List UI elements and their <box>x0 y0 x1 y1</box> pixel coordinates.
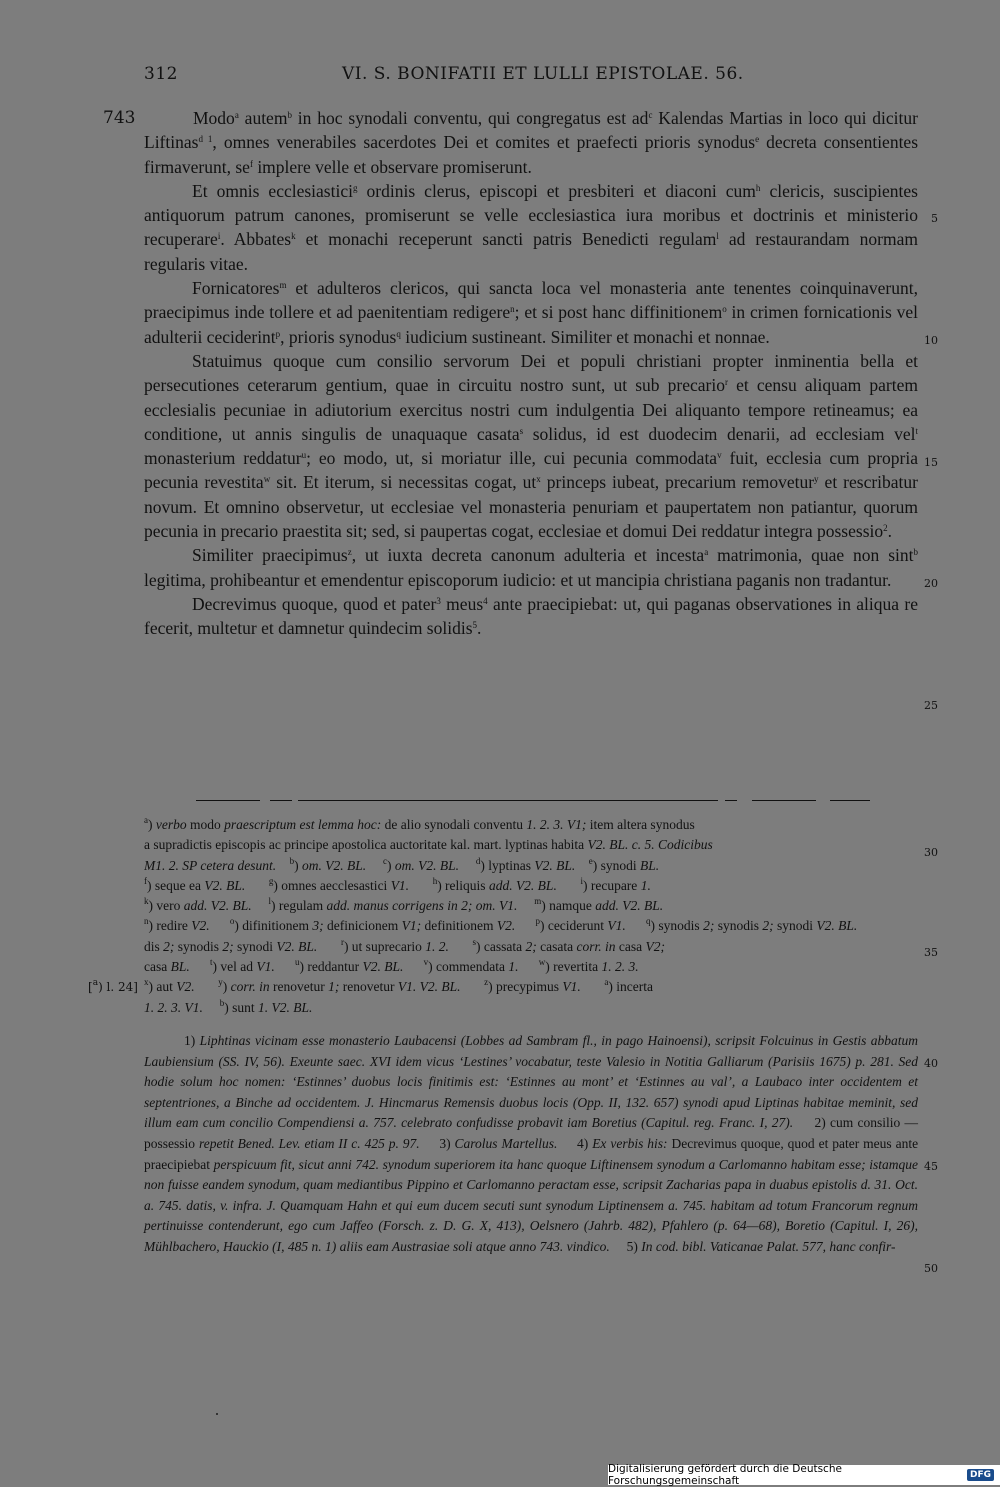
line-number: 10 <box>924 334 938 347</box>
line-number: 20 <box>924 577 938 590</box>
main-text <box>144 106 918 641</box>
line-number: 5 <box>931 212 938 225</box>
apparatus-line: $^f$) seque ea V2. BL. $^g$) omnes aecclesastici V1. $^h$) reliquis add. V2. BL. $^i$) recupare 1. <box>144 875 651 893</box>
apparatus-line: M1. 2. SP cetera desunt. $^b$) om. V2. BL. $^c$) om. V2. BL. $^d$) lyptinas V2. BL. $^e$) synodi BL. <box>144 855 660 873</box>
critical-apparatus <box>144 815 918 1018</box>
line-number: 45 <box>924 1160 938 1173</box>
footer-text: Digitalisierung gefördert durch die Deutsche Forschungsgemeinschaft <box>608 1463 842 1487</box>
apparatus-line: dis 2; synodis 2; synodi V2. BL. $^r$) ut suprecario 1. 2. $^s$) cassata 2; casata corr. in casa V2; <box>144 936 666 954</box>
commentary-notes <box>144 1031 918 1258</box>
apparatus-line: $^a$) verbo modo praescriptum est lemma hoc: de alio synodali conventu 1. 2. 3. V1; item altera synodus <box>144 815 695 832</box>
separator-rule <box>725 800 737 801</box>
speck <box>216 1413 218 1415</box>
paragraph: Et omnis ecclesiastici$^g$ ordinis clerus, episcopi et presbiteri et diaconi cum$^h$ clericis, suscipientes antiquorum patrum canones, promiserunt se velle ecclesiastica iura moribus et doctrinis et ministerio recuperare$^i$. Abbates$^k$ et monachi receperunt sancti patris Benedicti regulam$^l$ ad restaurandam normam regularis vitae. <box>144 180 918 274</box>
separator-rule <box>830 800 870 801</box>
paragraph: Similiter praecipimus$^z$, ut iuxta decreta canonum adulteria et incesta$^a$ matrimonia, quae non sint$^b$ legitima, prohibeantur et emendentur episcoporum iudicio: et ut mancipia christiana paganis non tradantur. <box>144 545 918 590</box>
paragraph: Decrevimus quoque, quod et pater$^3$ meus$^4$ ante praecipiebat: ut, qui paganas observationes in aliqua re fecerit, multetur et damnetur quindecim solidis$^5$. <box>144 593 918 639</box>
separator-rule <box>752 800 816 801</box>
apparatus-line: a supradictis episcopis ac principe apostolica auctoritate kal. mart. lyptinas habita V2. BL. c. 5. Codicibus <box>144 837 713 853</box>
apparatus-line: $^x$) aut V2. $^y$) corr. in renovetur 1; renovetur V1. V2. BL. $^z$) precypimus V1. $^a$) incerta <box>144 977 653 995</box>
separator-rule <box>298 800 718 801</box>
apparatus-line: casa BL. $^t$) vel ad V1. $^u$) reddantur V2. BL. $^v$) commendata 1. $^w$) revertita 1. 2. 3. <box>144 957 639 975</box>
apparatus-line: 1. 2. 3. V1. $^b$) sunt 1. V2. BL. <box>144 997 313 1015</box>
line-number: 50 <box>924 1262 938 1275</box>
line-number: 40 <box>924 1057 938 1070</box>
page-number: 312 <box>144 64 178 84</box>
dfg-logo: DFG <box>967 1469 994 1481</box>
apparatus-line: $^n$) redire V2. $^o$) difinitionem 3; definicionem V1; definitionem V2. $^p$) ceciderunt V1. $^q$) synodis 2; synodis 2; synodi V2. BL. <box>144 916 858 934</box>
running-title: VI. S. BONIFATII ET LULLI EPISTOLAE. 56. <box>342 64 744 84</box>
commentary-paragraph: 1) Liphtinas vicinam esse monasterio Laubacensi (Lobbes ad Sambram fl., in pago Hainoensi), scripsit Folcuinus in Gestis abbatum Laubiensium (SS. IV, 56). Exeunte saec. XVI idem vicus ‘Lestines’ vocabatur, teste Valesio in Notitia Galliarum (Parisiis 1675) p. 281. Sed hodie solum hoc nomen: ‘Estinnes’ duobus locis finitimis est: ‘Estinnes au mont’ et ‘Estinnes au val’, a Laubaco inter occidentem et septentriones, a Binche ad occidentem. J. Hincmarus Remensis duobus locis (Opp. II, 132. 657) synodi apud Liptinas habitae meminit, sed illum eam cum concilio Compendiensi a. 757. celebrato confudisse probavit iam Boretius (Capitul. reg. Franc. I, 27). 2) cum consilio — possessio repetit Bened. Lev. etiam II c. 425 p. 97. 3) Carolus Martellus. 4) Ex verbis his: Decrevimus quoque, quod et pater meus ante praecipiebat perspicuum fit, sicut anni 742. synodum superiorem ita hanc quoque Liftinensem synodum a Carlomanno habitam esse; istamque non fuisse eandem synodum, quam mediantibus Pippino et Carlomanno peractam esse, scripsit Zacharias papa in duabus epistolis d. 31. Oct. a. 745. datis, v. infra. J. Quamquam Hahn et qui eum ducem secuti sunt synodum Liptinensem a. 745. habitam ad totum Francorum regnum pertinuisse contenderunt, ego cum Jaffeo (Forsch. z. D. G. X, 413), Oelsnero (Jahrb. 482), Pfahlero (p. 64—68), Boretio (Capitul. I, 26), Mühlbachero, Hauckio (I, 485 n. 1) aliis eam Austrasiae soli atque anno 743. vindico. 5) In cod. bibl. Vaticanae Palat. 577, hanc confir- <box>144 1033 919 1254</box>
side-reference: [$^a$) l. 24] <box>88 978 138 994</box>
margin-year: 743 <box>103 108 136 128</box>
apparatus-line: $^k$) vero add. V2. BL. $^l$) regulam add. manus corrigens in 2; om. V1. $^m$) namque add. V2. BL. <box>144 896 664 914</box>
paragraph: Modo$^a$ autem$^b$ in hoc synodali conventu, qui congregatus est $ad^c$ Kalendas Martias in loco qui dicitur Liftinas$^{d 1}$, omnes venerabiles sacerdotes Dei et comites et praefecti prioris synodus$^e$ decreta consentientes firmaverunt, $se^f$ implere velle et observare promiserunt. <box>144 108 919 177</box>
line-number: 35 <box>924 946 938 959</box>
separator-rule <box>196 800 260 801</box>
line-number: 30 <box>924 846 938 859</box>
line-number: 15 <box>924 456 938 469</box>
digitization-footer <box>608 1465 1000 1485</box>
paragraph: Fornicatores$^m$ et adulteros clericos, qui sancta loca vel monasteria ante tenentes coinquinaverunt, praecipimus inde tollere et ad paenitentiam redigere$^n$; et si post hanc diffinitionem$^o$ in crimen fornicationis vel adulterii ceciderint$^p$, prioris synodus$^q$ iudicium sustineant. Similiter et monachi et nonnae. <box>144 278 919 347</box>
paragraph: Statuimus quoque cum consilio servorum Dei et populi christiani propter inminentia bella et persecutiones ceterarum gentium, quae in circuitu nostro sunt, ut sub precario$^r$ et censu aliquam partem ecclesialis pecuniae in adiutorium exercitus nostri cum indulgentia Dei aliquanto tempore retineamus; ea conditione, ut annis singulis de unaquaque casata$^s$ solidus, id est duodecim denarii, ad ecclesiam vel$^t$ monasterium reddatur$^u$; eo modo, ut, si moriatur ille, cui pecunia commodata$^v$ fuit, ecclesia cum propria pecunia revestita$^w$ sit. Et iterum, si necessitas cogat, $ut^x$ princeps iubeat, precarium removetur$^y$ et rescribatur novum. Et omnino observetur, ut ecclesiae vel monasteria penuriam et paupertatem non patiantur, quorum pecunia in precario praestita sit; sed, si paupertas cogat, ecclesiae et domui Dei reddatur integra possessio$^2$. <box>144 350 918 542</box>
line-number: 25 <box>924 699 938 712</box>
separator-rule <box>270 800 292 801</box>
